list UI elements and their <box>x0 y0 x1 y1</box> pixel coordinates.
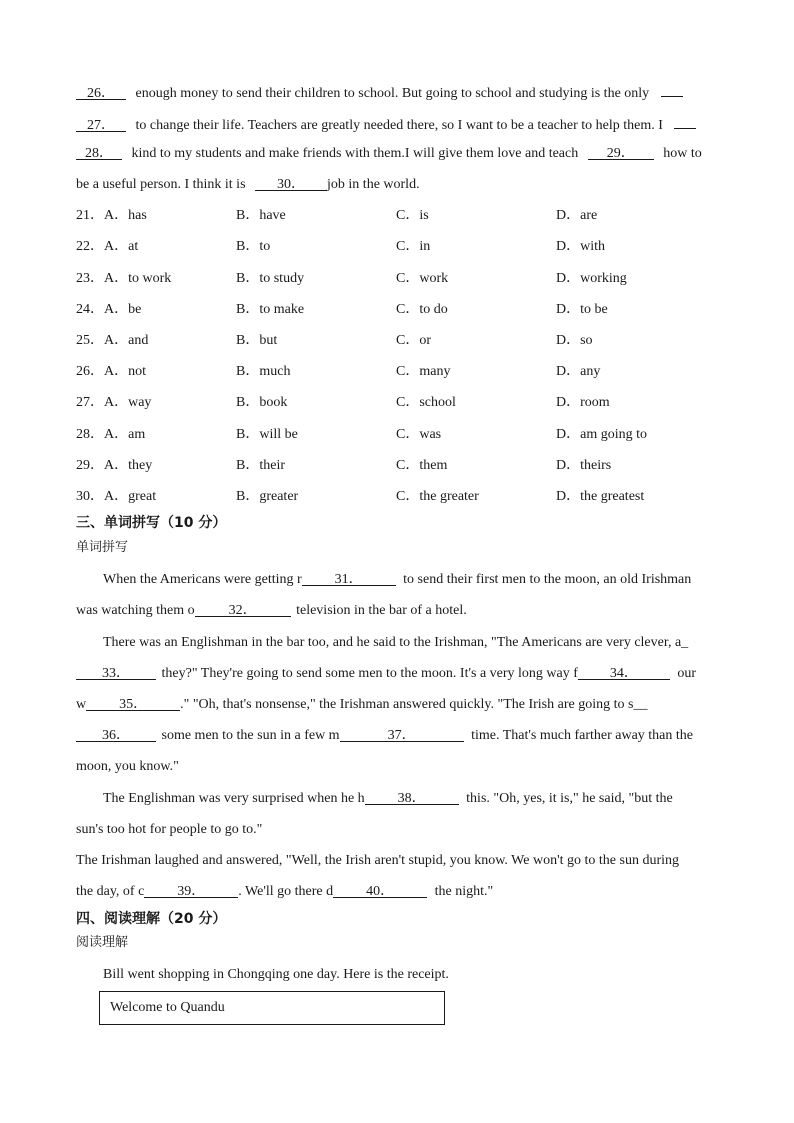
spelling-line <box>76 727 693 745</box>
option-row <box>76 301 736 319</box>
spelling-line <box>76 665 696 683</box>
text: television in the bar of a hotel. <box>296 603 467 618</box>
text: time. That's much farther away than the <box>471 728 693 743</box>
cloze-text: job in the world. <box>327 177 420 192</box>
text: moon, you know." <box>76 759 179 774</box>
option-c: C．is <box>396 208 429 223</box>
blank-40: 40． <box>333 883 427 898</box>
text: w <box>76 697 87 712</box>
text: was watching them o <box>76 603 195 618</box>
option-row <box>76 238 736 256</box>
option-b: B．will be <box>236 427 298 442</box>
blank-33: 33． <box>76 665 156 680</box>
spelling-line <box>103 634 688 652</box>
option-a: 25．A．and <box>76 333 149 348</box>
option-a: 28．A．am <box>76 427 146 442</box>
spelling-line <box>103 571 691 589</box>
blank-27: 27． <box>76 117 126 132</box>
blank-29: 29． <box>588 145 654 160</box>
text: When the Americans were getting r <box>103 572 302 587</box>
reading-intro: Bill went shopping in Chongqing one day. Here is the receipt. <box>103 967 449 982</box>
option-d: D．so <box>556 333 593 348</box>
option-row <box>76 363 736 381</box>
option-row <box>76 457 736 475</box>
option-b: B．to <box>236 239 271 254</box>
option-a: 26．A．not <box>76 364 146 379</box>
blank-26: 26． <box>76 85 126 100</box>
blank-30: 30． <box>255 176 327 191</box>
option-c: C．in <box>396 239 431 254</box>
option-c: C．to do <box>396 302 448 317</box>
blank-31: 31． <box>302 571 396 586</box>
option-d: D．to be <box>556 302 608 317</box>
option-c: C．them <box>396 458 448 473</box>
cloze-line-2 <box>76 114 696 135</box>
option-d: D．room <box>556 395 610 410</box>
cloze-text: enough money to send their children to school. But going to school and studying is the only <box>135 86 650 101</box>
spelling-line <box>76 852 679 870</box>
option-b: B．to study <box>236 271 305 286</box>
option-c: C．work <box>396 271 449 286</box>
option-b: B．but <box>236 333 278 348</box>
option-b: B．have <box>236 208 286 223</box>
section-title: 三、单词拼写（10 分） <box>76 515 227 531</box>
option-a: 21．A．has <box>76 208 147 223</box>
section-title: 四、阅读理解（20 分） <box>76 911 227 927</box>
spelling-line <box>76 758 179 776</box>
option-a: 27．A．way <box>76 395 152 410</box>
option-row <box>76 207 736 225</box>
option-a: 29．A．they <box>76 458 153 473</box>
option-d: D．theirs <box>556 458 612 473</box>
section-subtitle: 单词拼写 <box>76 540 129 555</box>
option-a: 23．A．to work <box>76 271 172 286</box>
cloze-text: to change their life. Teachers are greatly needed there, so I want to be a teacher to help them. I <box>135 118 663 133</box>
text: The Englishman was very surprised when he h <box>103 791 365 806</box>
text: some men to the sun in a few m <box>161 728 340 743</box>
option-b: B．greater <box>236 489 299 504</box>
text: our <box>677 666 697 681</box>
spelling-line <box>76 696 647 714</box>
cloze-text: kind to my students and make friends with them.I will give them love and teach <box>131 146 579 161</box>
text: to send their first men to the moon, an old Irishman <box>403 572 692 587</box>
cloze-line-1 <box>76 82 683 103</box>
option-d: D．with <box>556 239 605 254</box>
text: the day, of c <box>76 884 145 899</box>
section-subtitle: 阅读理解 <box>76 935 129 950</box>
cloze-text: how to <box>663 146 702 161</box>
receipt-box <box>99 991 445 1025</box>
text: ." "Oh, that's nonsense," the Irishman answered quickly. "The Irish are going to s__ <box>180 697 648 712</box>
option-c: C．or <box>396 333 431 348</box>
text: . We'll go there d <box>238 884 334 899</box>
option-a: 30．A．great <box>76 489 157 504</box>
option-a: 22．A．at <box>76 239 139 254</box>
spelling-line <box>103 790 673 808</box>
blank-37: 37． <box>340 727 464 742</box>
option-c: C．was <box>396 427 442 442</box>
text: There was an Englishman in the bar too, and he said to the Irishman, "The Americans are very clever, a_ <box>103 635 689 650</box>
blank-28: 28． <box>76 145 122 160</box>
option-d: D．the greatest <box>556 489 645 504</box>
option-row <box>76 332 736 350</box>
option-d: D．any <box>556 364 601 379</box>
option-b: B．to make <box>236 302 305 317</box>
cloze-text: be a useful person. I think it is <box>76 177 246 192</box>
text: the night." <box>434 884 494 899</box>
option-d: D．working <box>556 271 627 286</box>
option-c: C．school <box>396 395 456 410</box>
receipt-title: Welcome to Quandu <box>110 1000 225 1015</box>
option-a: 24．A．be <box>76 302 142 317</box>
blank-39: 39． <box>144 883 238 898</box>
cloze-line-3 <box>76 145 702 163</box>
blank-32: 32． <box>195 602 291 617</box>
spelling-line <box>76 602 467 620</box>
option-row <box>76 270 736 288</box>
cloze-line-4 <box>76 176 420 194</box>
spelling-line <box>76 883 493 901</box>
option-c: C．the greater <box>396 489 479 504</box>
spelling-line <box>76 821 262 839</box>
blank-38: 38． <box>365 790 459 805</box>
option-b: B．much <box>236 364 291 379</box>
option-row <box>76 426 736 444</box>
option-b: B．book <box>236 395 288 410</box>
option-c: C．many <box>396 364 451 379</box>
blank-trailing <box>674 114 696 129</box>
text: sun's too hot for people to go to." <box>76 822 263 837</box>
text: they?" They're going to send some men to the moon. It's a very long way f <box>161 666 578 681</box>
blank-35: 35． <box>86 696 180 711</box>
option-row <box>76 394 736 412</box>
text: this. "Oh, yes, it is," he said, "but the <box>466 791 673 806</box>
blank-34: 34． <box>578 665 670 680</box>
option-d: D．are <box>556 208 598 223</box>
option-row <box>76 488 736 506</box>
option-d: D．am going to <box>556 427 647 442</box>
blank-36: 36． <box>76 727 156 742</box>
text: The Irishman laughed and answered, "Well, the Irish aren't stupid, you know. We won't go to the sun during <box>76 853 679 868</box>
option-b: B．their <box>236 458 285 473</box>
blank-trailing <box>661 82 683 97</box>
